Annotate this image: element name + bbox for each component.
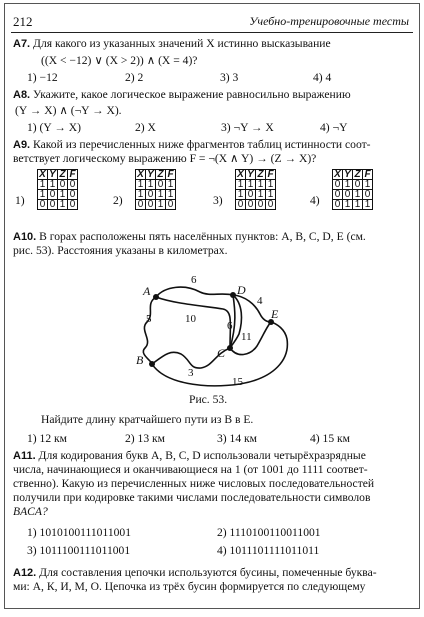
truth-table-cell: 1 (156, 200, 166, 210)
truth-table-cell: 1 (363, 180, 373, 190)
truth-table-header-cell: F (69, 169, 76, 180)
truth-table-cell: 0 (363, 190, 373, 200)
textbook-page (4, 3, 420, 609)
truth-table-number-2[interactable]: 2) (113, 194, 123, 207)
truth-table-cell: 1 (353, 190, 363, 200)
dist-label-d-c: 6 (227, 320, 233, 332)
question-a10-label: А10. (13, 231, 37, 243)
a8-option-3[interactable]: 3) ¬Y → X (221, 121, 274, 134)
node-d-dot (230, 292, 236, 298)
node-label-d: D (237, 283, 246, 297)
question-a9-label: А9. (13, 139, 31, 151)
truth-table-cell: 0 (333, 200, 343, 210)
question-a12-text (13, 566, 409, 594)
question-a7-label: А7. (13, 38, 31, 50)
truth-table-cell: 1 (256, 190, 266, 200)
a8-option-2[interactable]: 2) X (135, 121, 156, 134)
a7-option-2[interactable]: 2) 2 (125, 71, 144, 84)
a11-option-4[interactable]: 4) 1011101111011011 (217, 544, 320, 557)
question-a11-line3: ственно). Какую из перечисленных ниже числовых последовательностей (13, 477, 375, 490)
truth-table-cell: 0 (136, 200, 146, 210)
truth-table-header-cell: F (267, 169, 274, 180)
truth-table-cell: 0 (266, 200, 276, 210)
truth-table-header-cell: Z (157, 169, 164, 180)
road-a-d (156, 287, 233, 297)
truth-table-header-cell: F (167, 169, 174, 180)
question-a12-line1: Для составления цепочки используются бусины, помеченные буква- (39, 566, 377, 579)
truth-table-cell: 0 (146, 200, 156, 210)
dist-label-d-e: 4 (257, 295, 263, 307)
truth-table-cell: 1 (58, 190, 68, 200)
truth-table-cell: 0 (246, 200, 256, 210)
question-a9-line1: Какой из перечисленных ниже фрагментов таблиц истинности соот- (33, 138, 371, 151)
node-c-dot (227, 345, 233, 351)
question-a7-formula: ((X < −12) ∨ (X > 2)) ∧ (X = 4)? (41, 54, 198, 67)
truth-table-cell: 1 (136, 190, 146, 200)
truth-table-cell: 0 (236, 200, 246, 210)
truth-table-cell: 0 (256, 200, 266, 210)
truth-table-cell: 1 (353, 200, 363, 210)
truth-table-cell: 1 (146, 180, 156, 190)
truth-table-cell: 1 (136, 180, 146, 190)
a7-option-1[interactable]: 1) −12 (27, 71, 58, 84)
a10-option-2[interactable]: 2) 13 км (125, 432, 166, 445)
truth-table-cell: 1 (48, 180, 58, 190)
question-a11-line4: получили при кодировке такими числами последовательности символов (13, 491, 371, 504)
truth-table-cell: 1 (363, 200, 373, 210)
node-label-b: B (136, 353, 144, 367)
truth-table-cell: 0 (58, 180, 68, 190)
a7-option-3[interactable]: 3) 3 (220, 71, 239, 84)
question-a8-label: А8. (13, 89, 31, 101)
truth-table-cell: 0 (246, 190, 256, 200)
truth-table-header-cell: Z (257, 169, 264, 180)
truth-table-cell: 0 (333, 180, 343, 190)
a11-option-3[interactable]: 3) 1011100111011001 (27, 544, 131, 557)
a8-option-1[interactable]: 1) (Y → X) (27, 121, 81, 134)
truth-table-header-cell: X (334, 169, 341, 180)
truth-table-cell: 0 (146, 190, 156, 200)
truth-table-cell: 0 (343, 190, 353, 200)
dist-label-d-c-loop: 11 (241, 331, 252, 343)
figure-caption: Рис. 53. (189, 393, 228, 406)
a7-option-4[interactable]: 4) 4 (313, 71, 332, 84)
a10-option-1[interactable]: 1) 12 км (27, 432, 68, 445)
truth-table-cell: 1 (236, 180, 246, 190)
truth-table-cell: 1 (266, 180, 276, 190)
truth-table-header-cell: F (364, 169, 371, 180)
truth-table-cell: 0 (68, 190, 78, 200)
truth-table-cell: 1 (343, 180, 353, 190)
truth-table-cell: 0 (68, 180, 78, 190)
question-a11-line1: Для кодирования букв A, B, C, D использовали четырёхразрядные (38, 449, 366, 462)
question-a12-label: А12. (13, 567, 37, 579)
truth-table-cell: 1 (58, 200, 68, 210)
truth-table-header-cell: Z (59, 169, 66, 180)
node-label-e: E (271, 307, 279, 321)
dist-label-a-c: 10 (185, 313, 196, 325)
truth-table-header-cell: Y (49, 169, 56, 180)
question-a11-label: А11. (13, 450, 36, 462)
running-title: Учебно-тренировочные тесты (249, 14, 409, 28)
a10-option-3[interactable]: 3) 14 км (217, 432, 258, 445)
truth-table-number-3[interactable]: 3) (213, 194, 223, 207)
truth-table-cell: 0 (156, 180, 166, 190)
truth-table-header-cell: Y (247, 169, 254, 180)
node-label-c: C (217, 346, 226, 360)
truth-table-cell: 1 (256, 180, 266, 190)
truth-table-cell: 1 (246, 180, 256, 190)
question-a11-line5: BACA? (13, 505, 48, 518)
truth-table-number-4[interactable]: 4) (310, 194, 320, 207)
truth-table-header-cell: Z (354, 169, 361, 180)
truth-table-header-cell: X (39, 169, 46, 180)
road-d-e (233, 295, 271, 322)
truth-table-header-cell: Y (344, 169, 351, 180)
question-a9-line2: ветствует логическому выражению F = ¬(X ∧ Y) → (Z → X)? (13, 152, 317, 165)
truth-table-number-1[interactable]: 1) (15, 194, 25, 207)
truth-table-header-cell: X (237, 169, 244, 180)
dist-label-b-e: 15 (232, 376, 243, 388)
truth-table-cell: 1 (266, 190, 276, 200)
road-a-b (143, 297, 156, 364)
truth-table-cell: 1 (38, 190, 48, 200)
a10-option-4[interactable]: 4) 15 км (310, 432, 351, 445)
truth-table-cell: 1 (156, 190, 166, 200)
node-label-a: A (143, 284, 151, 298)
dist-label-a-b: 5 (146, 313, 152, 325)
question-a7-body: Для какого из указанных значений X истинно высказывание (33, 37, 331, 50)
question-a12-line2: ми: А, К, И, М, О. Цепочка из трёх бусин формируется по следующему (13, 580, 366, 593)
truth-table-cell: 1 (166, 180, 176, 190)
truth-table-cell: 0 (48, 190, 58, 200)
dist-label-b-c: 3 (188, 367, 194, 379)
truth-table-cell: 0 (353, 180, 363, 190)
dist-label-a-d: 6 (191, 274, 197, 286)
truth-table-cell: 1 (236, 190, 246, 200)
truth-table-cell: 0 (38, 200, 48, 210)
truth-table-cell: 1 (343, 200, 353, 210)
question-a11-line2: числа, начинающиеся и оканчивающиеся на 1 (от 1001 до 1111 соответ- (13, 463, 368, 476)
truth-table-cell: 0 (166, 200, 176, 210)
truth-table-cell: 1 (166, 190, 176, 200)
node-b-dot (149, 361, 155, 367)
node-a-dot (153, 294, 159, 300)
question-a10-line1: В горах расположены пять населённых пунктов: A, B, C, D, E (см. (39, 230, 366, 243)
question-a11-text (13, 449, 409, 519)
page-number: 212 (13, 14, 33, 29)
question-a8-body: Укажите, какое логическое выражение равносильно выражению (33, 88, 351, 101)
truth-table-cell: 0 (68, 200, 78, 210)
question-a10-task: Найдите длину кратчайшего пути из B в E. (41, 413, 254, 426)
a8-option-4[interactable]: 4) ¬Y (320, 121, 348, 134)
a11-option-1[interactable]: 1) 1010100111011001 (27, 526, 132, 539)
truth-table-header-cell: Y (147, 169, 154, 180)
truth-table-cell: 0 (333, 190, 343, 200)
a11-option-2[interactable]: 2) 1110100110011001 (217, 526, 321, 539)
truth-table-cell: 1 (38, 180, 48, 190)
truth-table-header-cell: X (137, 169, 144, 180)
question-a8-formula: (Y → X) ∧ (¬Y → X). (15, 104, 122, 117)
question-a10-line2: рис. 53). Расстояния указаны в километрах. (13, 244, 228, 257)
truth-table-cell: 0 (48, 200, 58, 210)
